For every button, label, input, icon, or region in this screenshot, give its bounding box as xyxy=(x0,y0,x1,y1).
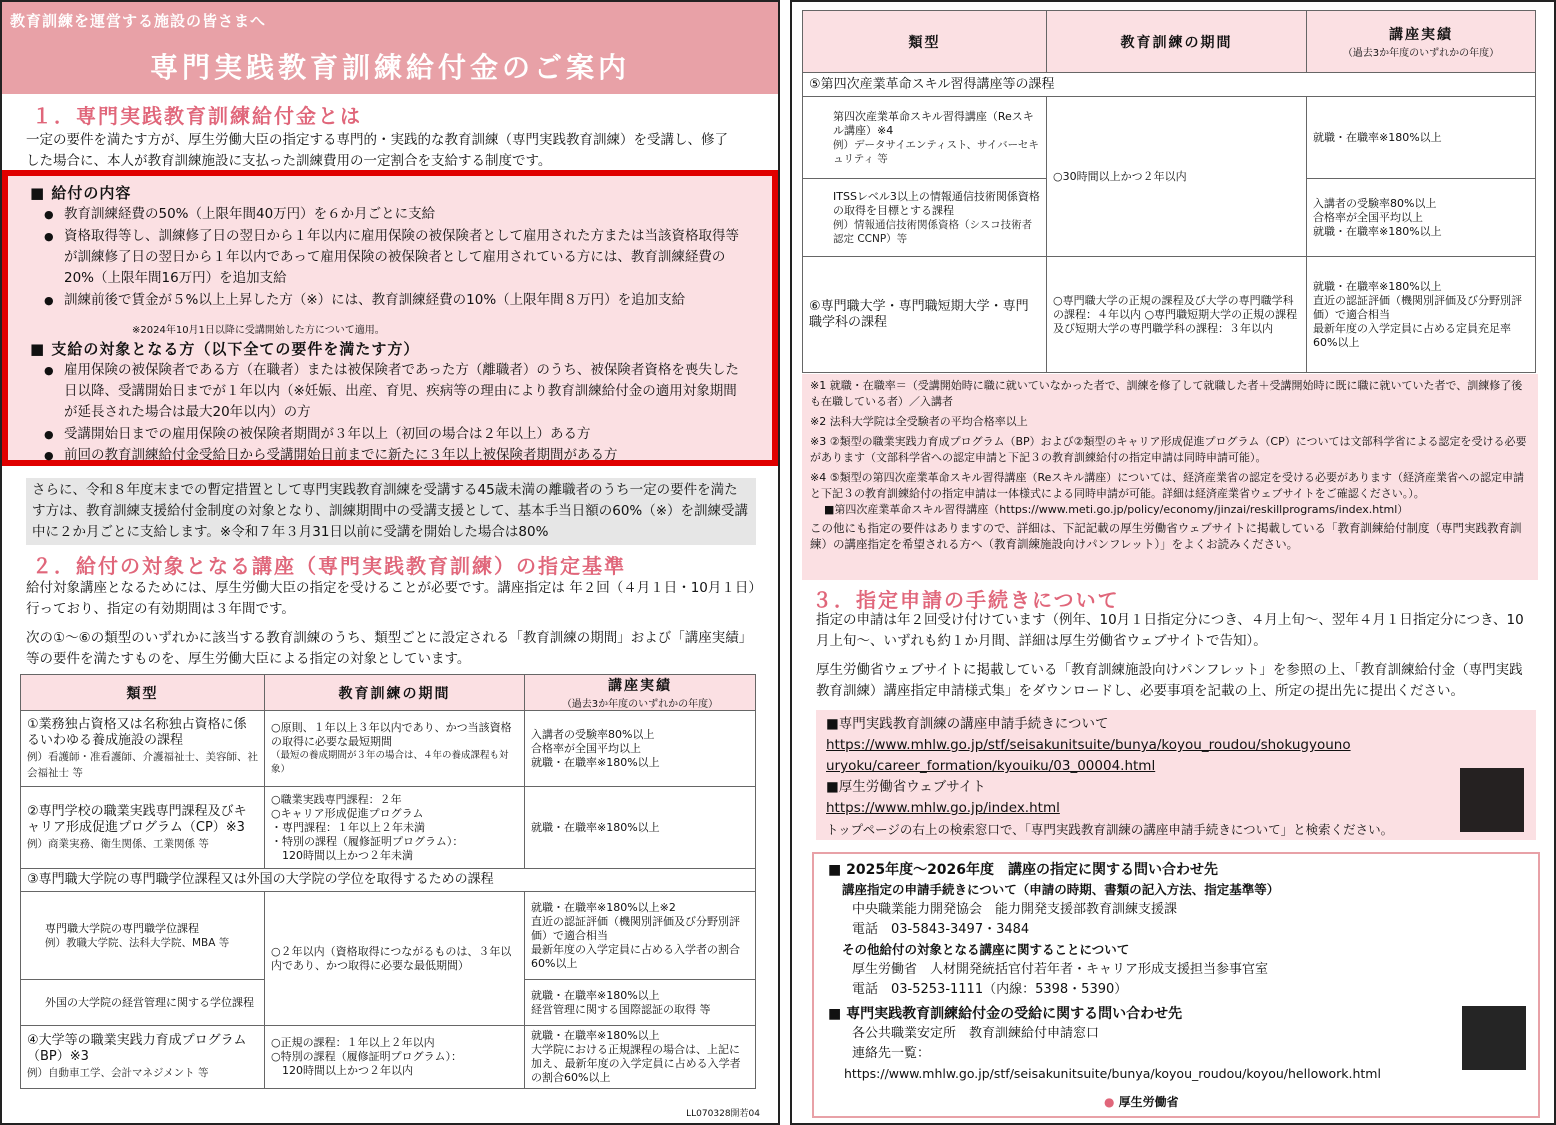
search-hint: トップページの右上の検索窓口で、「専門実践教育訓練の講座申請手続きについて」と検索ください。 xyxy=(826,822,1394,837)
qr-code-icon xyxy=(1462,1006,1526,1070)
col-header-performance: 講座実績 （過去3か年度のいずれかの年度） xyxy=(1307,11,1536,73)
benefit-item: ● 訓練前後で賃金が５%以上上昇した方（※）には、教育訓練経費の10%（上限年間８万円）を追加支給 xyxy=(28,290,748,311)
section2-para2: 次の①～⑥の類型のいずれかに該当する教育訓練のうち、類型ごとに設定される「教育訓練の期間」および「講座実績」等の要件を満たすものを、厚生労働大臣による指定の対象としています。 xyxy=(26,630,753,667)
section3-para1: 指定の申請は年２回受け付けています（例年、10月１日指定分につき、４月上旬～、翌年４月１日指定分につき、10月上旬～、いずれも約１か月間、詳細は厚生労働省ウェブサイトで告知）。 xyxy=(816,612,1524,649)
table-row: ②専門学校の職業実践専門課程及びキャリア形成促進プログラム（CP）※3 例）商業実務、衛生関係、工業関係 等 ○職業実践専門課程：２年 ○キャリア形成促進プログラム ・専門課程：１年以上２年未満 ・特別の課程（履修証明プログラム）： 120時間以上かつ２年未満 就職・在職率※180%以上 xyxy=(21,787,756,869)
benefit-note: ※2024年10月1日以降に受講開始した方について適用。 xyxy=(132,325,385,336)
qr-code-icon xyxy=(1460,768,1524,832)
contact-title: ■ 専門実践教育訓練給付金の受給に関する問い合わせ先 xyxy=(828,1006,1183,1022)
contact-heading: その他給付の対象となる講座に関することについて xyxy=(842,942,1130,957)
col-header-period: 教育訓練の期間 xyxy=(1047,11,1307,73)
section2-para1: 給付対象講座となるためには、厚生労働大臣の指定を受けることが必要です。講座指定は 年２回（４月１日・10月１日）行っており、指定の有効期間は３年間です。 xyxy=(26,580,756,617)
support-allowance-note: さらに、令和８年度末までの暫定措置として専門実践教育訓練を受講する45歳未満の離職者のうち一定の要件を満たす方は、教育訓練支援給付金制度の対象となり、訓練期間中の受講支援として、基本手当日額の60%（※）を訓練受講中に２か月ごとに支給します。※令和７年３月31日以前に受講を開始した場合は80% xyxy=(26,478,756,545)
header-banner xyxy=(2,2,778,94)
contact-org: 中央職業能力開発協会 能力開発支援部教育訓練支援課 xyxy=(852,902,1178,917)
col-header-period: 教育訓練の期間 xyxy=(265,675,525,711)
table-row: ①業務独占資格又は名称独占資格に係るいわゆる養成施設の課程 例）看護師・准看護師、介護福祉士、美容師、社会福祉士 等 ○原則、１年以上３年以内であり、かつ当該資格の取得に必要な最短期間 （最短の養成期間が３年の場合は、４年の養成課程も対象） 入講者の受験率80%以上 合格率が全国平均以上 就職・在職率※180%以上 xyxy=(21,711,756,787)
col-header-type: 類型 xyxy=(21,675,265,711)
benefit-box xyxy=(2,170,778,466)
mhlw-logo: ● 厚生労働省 xyxy=(1104,1095,1179,1109)
contact-title: ■ 2025年度～2026年度 講座の指定に関する問い合わせ先 xyxy=(828,862,1219,878)
link-label: ■厚生労働省ウェブサイト xyxy=(826,779,986,795)
section2-title: ２．給付の対象となる講座（専門実践教育訓練）の指定基準 xyxy=(32,554,626,578)
note: ※4 ⑤類型の第四次産業革命スキル習得講座（Reスキル講座）については、経済産業省の認定を受ける必要があります（経済産業省への認定申請と下記３の教育訓練給付の指定申請は一体様式による同時申請が可能。詳細は経済産業省ウェブサイトをご確認ください。）。 xyxy=(810,471,1525,500)
contact-tel: 電話 03-5843-3497・3484 xyxy=(852,922,1030,937)
col-header-type: 類型 xyxy=(803,11,1047,73)
contact-list-label: 連絡先一覧： xyxy=(852,1046,931,1061)
link-label: ■専門実践教育訓練の講座申請手続きについて xyxy=(826,716,1109,732)
notes-box xyxy=(802,374,1538,580)
section3-para2: 厚生労働省ウェブサイトに掲載している「教育訓練施設向けパンフレット」を参照の上、「教育訓練給付金（専門実践教育訓練）講座指定申請様式集」をダウンロードし、必要事項を記載の上、所定の提出先に提出ください。 xyxy=(816,662,1523,699)
contact-org: 厚生労働省 人材開発統括官付若年者・キャリア形成支援担当参事官室 xyxy=(852,962,1269,977)
contact-org: 各公共職業安定所 教育訓練給付申請窓口 xyxy=(852,1026,1100,1041)
note: ※3 ②類型の職業実践力育成プログラム（BP）および②類型のキャリア形成促進プログラム（CP）については文部科学省による認定を受ける必要があります（文部科学省への認定申請と下記３の教育訓練給付の指定申請は同時申請可能）。 xyxy=(810,435,1527,464)
links-box xyxy=(816,710,1536,840)
section1-title: １．専門実践教育訓練給付金とは xyxy=(32,104,362,128)
note: ※1 就職・在職率＝（受講開始時に職に就いていなかった者で、訓練を修了して就職した者＋受講開始時に既に職に就いていた者で、訓練修了後も在職している者）／入講者 xyxy=(810,379,1523,408)
application-link[interactable]: https://www.mhlw.go.jp/stf/seisakunitsuite/bunya/koyou_roudou/shokugyouno xyxy=(826,737,1351,753)
application-link[interactable]: uryoku/career_formation/kyouiku/03_00004.html xyxy=(826,758,1156,774)
col-header-performance: 講座実績 （過去3か年度のいずれかの年度） xyxy=(525,675,756,711)
table-row: 外国の大学院の経営管理に関する学位課程 就職・在職率※180%以上 経営管理に関する国際認証の取得 等 xyxy=(21,980,756,1026)
table-row: 第四次産業革命スキル習得講座（Reスキル講座）※4 例）データサイエンティスト、サイバーセキュリティ 等 ○30時間以上かつ２年以内 就職・在職率※180%以上 xyxy=(803,97,1536,179)
eligibility-item: ● 雇用保険の被保険者である方（在職者）または被保険者であった方（離職者）のうち、被保険者資格を喪失した日以降、受講開始日までが１年以内（※妊娠、出産、育児、疾病等の理由により教育訓練給付金の適用対象期間が延長された場合は最大20年以内）の方 xyxy=(28,360,748,423)
table-row: ④大学等の職業実践力育成プログラム（BP）※3 例）自動車工学、会計マネジメント 等 ○正規の課程：１年以上２年以内 ○特別の課程（履修証明プログラム）： 120時間以上かつ２年以内 就職・在職率※180%以上 大学院における正規課程の場合は、上記に加え、最新年度の入学定員に占める入学者の割合60%以上 xyxy=(21,1026,756,1089)
note: この他にも指定の要件はありますので、詳細は、下記記載の厚生労働省ウェブサイトに掲載している「教育訓練給付制度（専門実践教育訓練）の講座指定を希望される方へ（教育訓練施設向けパンフレット）」をよくお読みください。 xyxy=(810,521,1522,551)
eligibility-item: ● 受講開始日までの雇用保険の被保険者期間が３年以上（初回の場合は２年以上）ある方 xyxy=(28,424,748,445)
section1-intro: 一定の要件を満たす方が、厚生労働大臣の指定する専門的・実践的な教育訓練（専門実践教育訓練）を受講し、修了した場合に、本人が教育訓練施設に支払った訓練費用の一定割合を支給する制度です。 xyxy=(26,132,728,169)
table-row: ③専門職大学院の専門職学位課程又は外国の大学院の学位を取得するための課程 xyxy=(21,869,756,892)
section3-title: ３．指定申請の手続きについて xyxy=(812,588,1120,612)
footer-code: LL070328開若04 xyxy=(686,1109,760,1119)
table-row: 専門職大学院の専門職学位課程 例）教職大学院、法科大学院、MBA 等 ○２年以内（資格取得につながるものは、３年以内であり、かつ取得に必要な最低期間） 就職・在職率※180%以上※2 直近の認証評価（機関別評価及び分野別評価）で適合相当 最新年度の入学定員に占める入学者の割合60%以上 xyxy=(21,892,756,980)
eligibility-item: ● 前回の教育訓練給付金受給日から受講開始日前までに新たに３年以上被保険者期間がある方 xyxy=(28,445,748,466)
benefit-item: ● 教育訓練経費の50%（上限年間40万円）を６か月ごとに支給 xyxy=(28,204,748,225)
note: ※2 法科大学院は全受験者の平均合格率以上 xyxy=(810,415,1028,428)
criteria-table-2 xyxy=(802,10,1536,373)
contact-box xyxy=(812,852,1540,1118)
benefit-content-title: ■ 給付の内容 xyxy=(30,184,132,202)
criteria-table-1 xyxy=(20,674,756,1089)
page-title: 専門実践教育訓練給付金のご案内 xyxy=(149,51,630,84)
table-row: ITSSレベル3以上の情報通信技術関係資格の取得を目標とする課程 例）情報通信技術関係資格（シスコ技術者認定 CCNP）等 入講者の受験率80%以上 合格率が全国平均以上 就職・在職率※180%以上 xyxy=(803,179,1536,257)
eligibility-title: ■ 支給の対象となる方（以下全ての要件を満たす方） xyxy=(30,340,420,358)
contact-heading: 講座指定の申請手続きについて（申請の時期、書類の記入方法、指定基準等） xyxy=(842,882,1280,897)
meti-link[interactable]: ■第四次産業革命スキル習得講座（https://www.meti.go.jp/policy/economy/jinzai/reskillprograms/index.html） xyxy=(824,503,1409,516)
logo-icon: ● xyxy=(1104,1095,1115,1109)
hellowork-link[interactable]: https://www.mhlw.go.jp/stf/seisakunitsuite/bunya/koyou_roudou/koyou/hellowork.html xyxy=(844,1066,1381,1081)
table-row: ⑥専門職大学・専門職短期大学・専門職学科の課程 ○専門職大学の正規の課程及び大学の専門職学科の課程：４年以内 ○専門職短期大学の正規の課程及び短期大学の専門職学科の課程：３年以内 就職・在職率※180%以上 直近の認証評価（機関別評価及び分野別評価）で適合相当 最新年度の入学定員に占める定員充足率60%以上 xyxy=(803,257,1536,373)
contact-tel: 電話 03-5253-1111（内線：5398・5390） xyxy=(852,982,1128,997)
benefit-item: ● 資格取得等し、訓練修了日の翌日から１年以内に雇用保険の被保険者として雇用された方または当該資格取得等が訓練修了日の翌日から１年以内であって雇用保険の被保険者として雇用されている方には、教育訓練経費の20%（上限年間16万円）を追加支給 xyxy=(28,226,748,289)
table-row: ⑤第四次産業革命スキル習得講座等の課程 xyxy=(803,73,1536,97)
right-page xyxy=(790,0,1556,1125)
mhlw-link[interactable]: https://www.mhlw.go.jp/index.html xyxy=(826,800,1060,816)
header-audience: 教育訓練を運営する施設の皆さまへ xyxy=(10,12,267,30)
